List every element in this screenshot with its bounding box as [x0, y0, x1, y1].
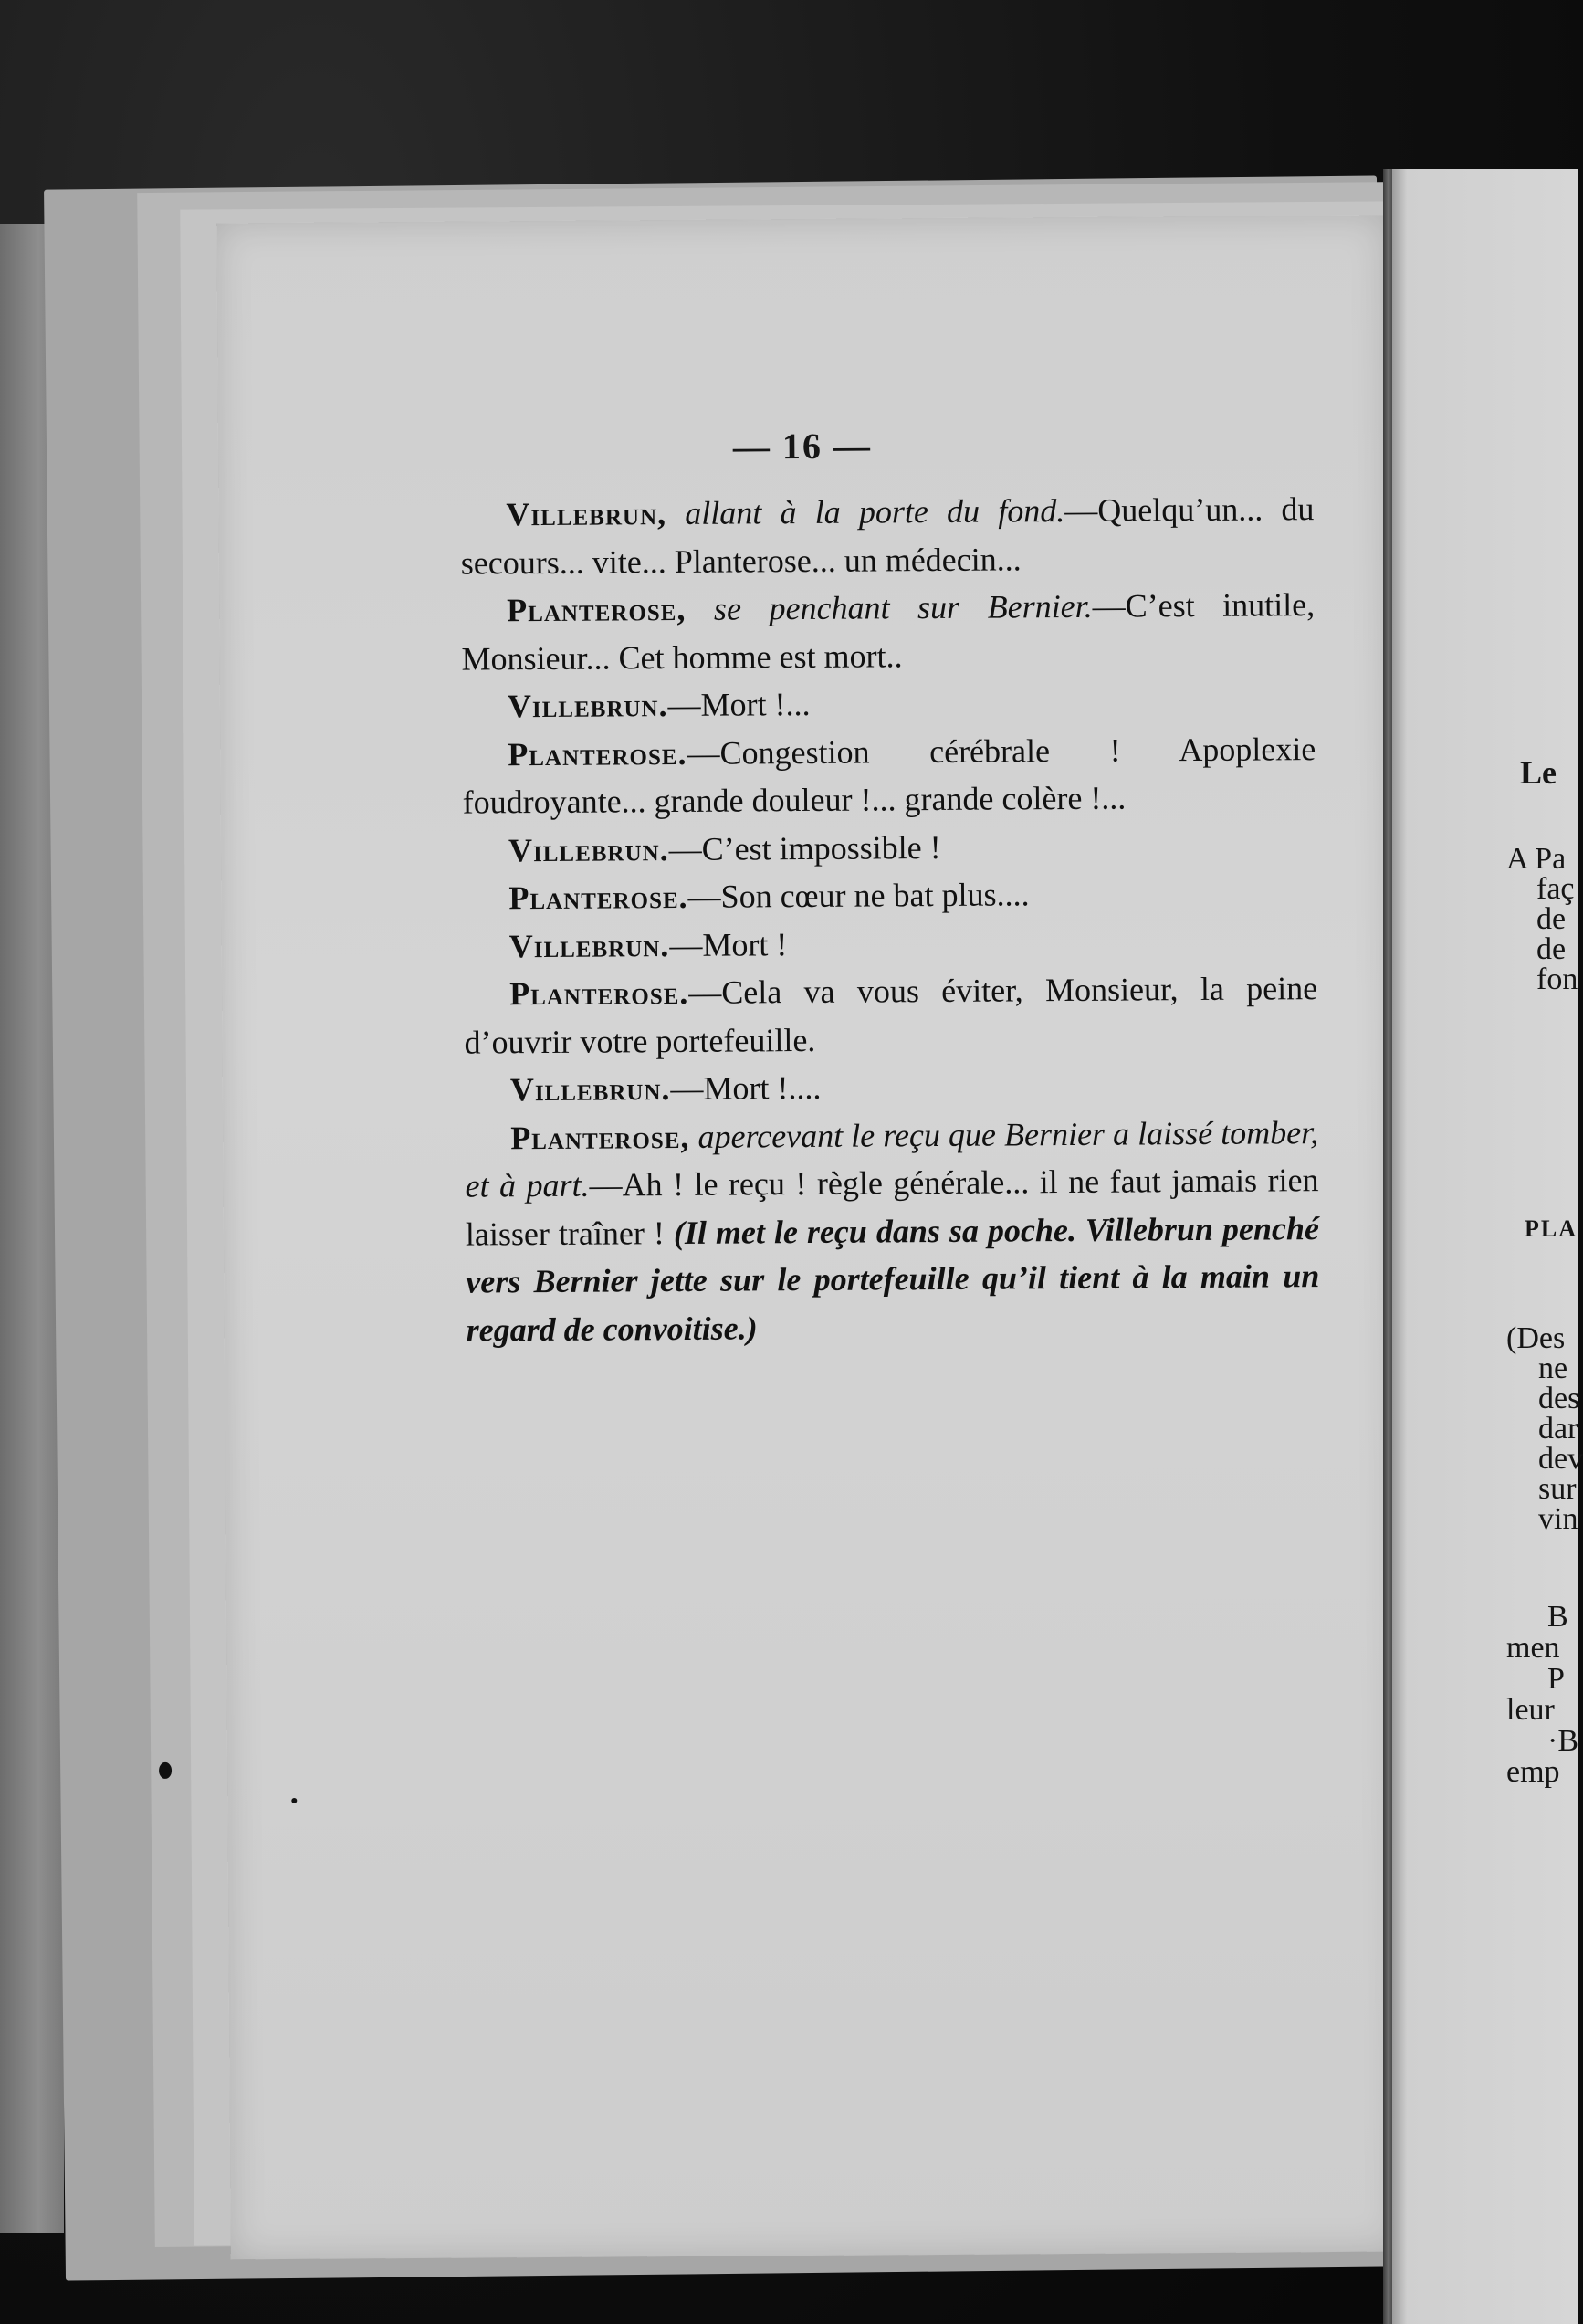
dialogue-speech: —Son cœur ne bat plus.... [687, 876, 1030, 915]
dialogue-line [460, 485, 1315, 587]
dialogue-text [460, 485, 1320, 1354]
speaker-name: Villebrun. [508, 926, 670, 964]
stage-direction: allant à la porte du fond. [685, 492, 1065, 531]
speaker-name: Planterose, [507, 590, 687, 629]
facing-page-text-fragment: dar [1538, 1412, 1578, 1446]
stage-direction: (Il met le reçu dans sa poche. Villebrun penché vers Bernier jette sur le portefeuille qu’il tient à la main un regard de convoitise.) [466, 1209, 1320, 1349]
facing-page-text-fragment: (Des [1506, 1321, 1566, 1355]
dialogue-speech [666, 495, 685, 531]
stage-direction: apercevant le reçu que Bernier a laissé tomber, et à part. [465, 1113, 1319, 1204]
dialogue-speech: —Mort !.... [670, 1068, 822, 1108]
dialogue-line [462, 725, 1316, 827]
facing-page-caps-fragment: PLA [1525, 1215, 1578, 1242]
stage-direction: se penchant sur Bernier. [713, 587, 1093, 627]
dialogue-line [465, 1060, 1318, 1114]
speaker-name: Villebrun. [507, 687, 668, 725]
dialogue-line [461, 581, 1316, 683]
page-number: — 16 — [732, 425, 873, 468]
facing-page [1392, 169, 1583, 2324]
facing-page-text-fragment: ·B [1547, 1724, 1578, 1758]
facing-page-title-fragment: Le [1520, 754, 1557, 791]
dialogue-speech: —Mort ! [669, 925, 788, 963]
speaker-name: Planterose. [508, 734, 687, 773]
facing-page-text-fragment: dev [1538, 1442, 1583, 1476]
dialogue-line [464, 917, 1317, 971]
facing-page-text-fragment: de [1536, 932, 1567, 966]
dialogue-line [465, 1109, 1320, 1354]
dialogue-speech: —Congestion cérébrale ! Apoplexie foudroyante... grande douleur !... grande colère !... [462, 730, 1316, 821]
speaker-name: Planterose. [508, 973, 689, 1013]
dialogue-line [463, 868, 1316, 922]
facing-page-text-fragment: fon [1536, 962, 1578, 996]
facing-page-text-fragment: A Pa [1506, 842, 1567, 876]
facing-page-text-fragment: leur [1506, 1693, 1555, 1727]
dialogue-line [463, 821, 1316, 875]
facing-page-text-fragment: sur [1538, 1472, 1577, 1506]
facing-page-text-fragment: emp [1506, 1755, 1560, 1789]
dialogue-speech: —Ah ! le reçu ! règle générale... il ne faut jamais rien laisser traîner ! [465, 1162, 1319, 1253]
speaker-name: Villebrun, [506, 495, 667, 533]
dialogue-line [464, 964, 1318, 1067]
facing-page-text-fragment: P [1547, 1662, 1565, 1696]
ink-speck [159, 1762, 172, 1779]
dialogue-speech: —C’est impossible ! [668, 828, 941, 868]
dialogue-speech: —C’est inutile, Monsieur... Cet homme est mort.. [461, 586, 1316, 678]
dialogue-speech: —Quelqu’un... du secours... vite... Planterose... un médecin... [460, 490, 1315, 582]
facing-page-text-fragment: faç [1536, 872, 1575, 906]
dialogue-speech: —Mort !... [667, 685, 811, 724]
dialogue-line [462, 677, 1316, 731]
speaker-name: Planterose, [510, 1118, 690, 1156]
dialogue-speech [686, 591, 714, 627]
book-page [216, 216, 1400, 2260]
facing-page-text-fragment: des [1538, 1382, 1580, 1415]
facing-page-text-fragment: vin [1538, 1502, 1578, 1536]
speaker-name: Planterose. [508, 878, 688, 917]
speaker-name: Villebrun. [508, 830, 669, 868]
facing-page-text-fragment: B [1547, 1600, 1568, 1634]
ink-speck [291, 1798, 297, 1803]
dialogue-speech: —Cela va vous éviter, Monsieur, la peine d’ouvrir votre portefeuille. [464, 970, 1318, 1061]
facing-page-text-fragment: men [1506, 1631, 1560, 1665]
speaker-name: Villebrun. [509, 1070, 671, 1109]
facing-page-text-fragment: ne [1538, 1351, 1568, 1385]
facing-page-text-fragment: de [1536, 902, 1567, 936]
